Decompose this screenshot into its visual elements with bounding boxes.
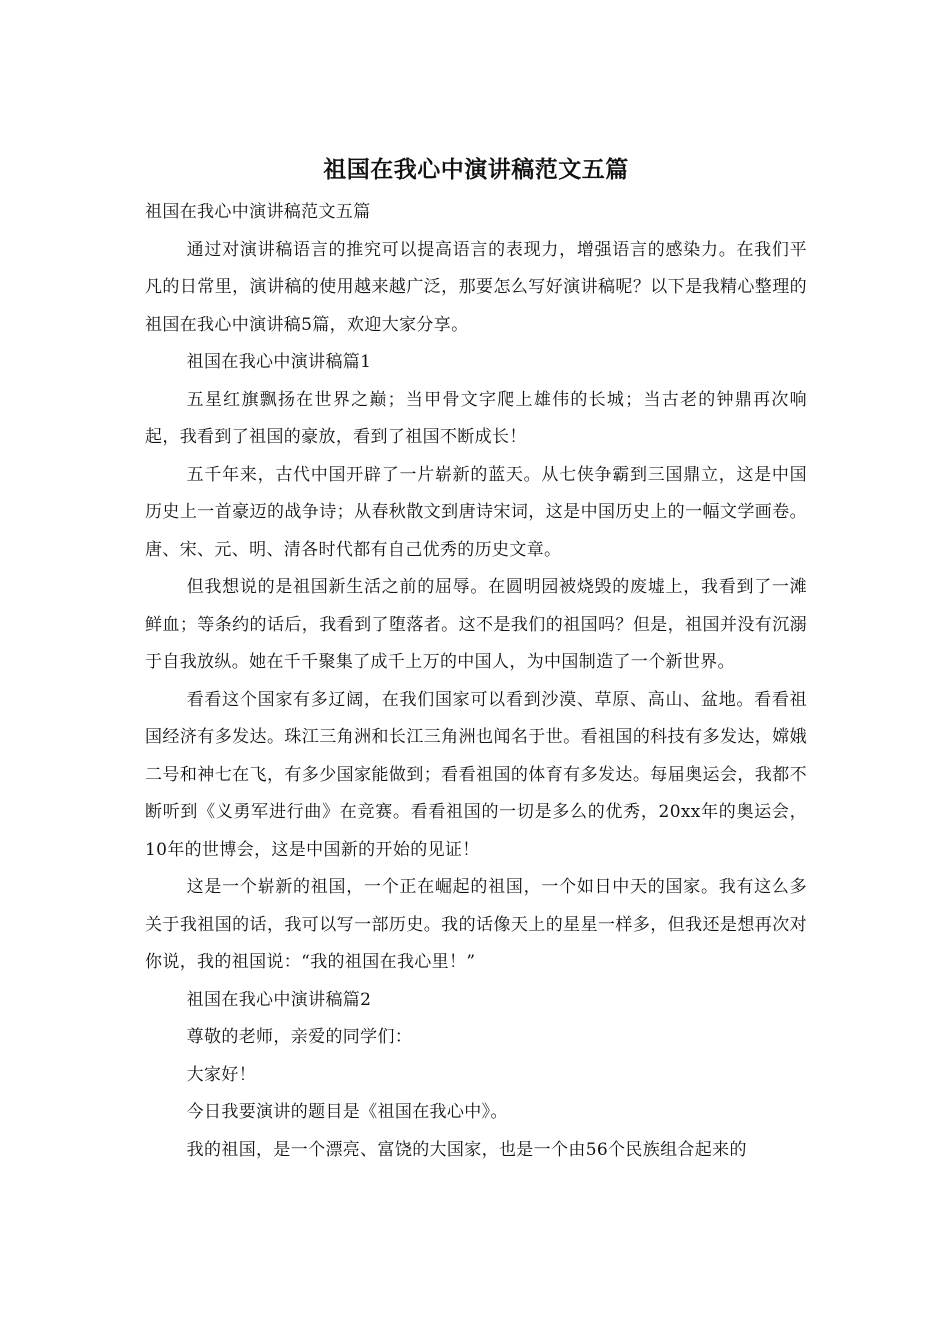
body-paragraph: 五千年来，古代中国开辟了一片崭新的蓝天。从七侠争霸到三国鼎立，这是中国历史上一首豪迈的战争诗；从春秋散文到唐诗宋词，这是中国历史上的一幅文学画卷。唐、宋、元、明、清各时代都有自己优秀的历史文章。 <box>145 464 807 560</box>
section-heading-1: 祖国在我心中演讲稿篇1 <box>186 352 372 372</box>
section-heading-2: 祖国在我心中演讲稿篇2 <box>186 989 372 1010</box>
body-paragraph: 看看这个国家有多辽阔，在我们国家可以看到沙漠、草原、高山、盆地。看看祖国经济有多发达。珠江三角洲和长江三角洲也闻名于世。看祖国的科技有多发达，嫦娥二号和神七在飞，有多少国家能做到；看看祖国的体育有多发达。每届奥运会，我都不断听到《义勇军进行曲》在竞赛。看看祖国的一切是多么的优秀，20xx年的奥运会，10年的世博会，这是中国新的开始的见证！ <box>145 689 807 860</box>
body-paragraph: 这是一个崭新的祖国，一个正在崛起的祖国，一个如日中天的国家。我有这么多关于我祖国的话，我可以写一部历史。我的话像天上的星星一样多，但我还是想再次对你说，我的祖国说：“我的祖国在我心里！” <box>145 877 807 972</box>
intro-paragraph: 通过对演讲稿语言的推究可以提高语言的表现力，增强语言的感染力。在我们平凡的日常里，演讲稿的使用越来越广泛，那要怎么写好演讲稿呢？以下是我精心整理的祖国在我心中演讲稿5篇，欢迎大家分享。 <box>145 239 807 335</box>
body-paragraph: 但我想说的是祖国新生活之前的屈辱。在圆明园被烧毁的废墟上，我看到了一滩鲜血；等条约的话后，我看到了堕落者。这不是我们的祖国吗？但是，祖国并没有沉溺于自我放纵。她在千千聚集了成千上万的中国人，为中国制造了一个新世界。 <box>145 577 807 672</box>
greeting: 大家好！ <box>186 1064 257 1085</box>
body-paragraph: 我的祖国，是一个漂亮、富饶的大国家，也是一个由56个民族组合起来的 <box>186 1139 747 1160</box>
salutation: 尊敬的老师，亲爱的同学们： <box>186 1027 413 1047</box>
document-page <box>145 150 807 1169</box>
document-title: 祖国在我心中演讲稿范文五篇 <box>323 156 629 183</box>
body-paragraph: 五星红旗飘扬在世界之巅；当甲骨文字爬上雄伟的长城；当古老的钟鼎再次响起，我看到了祖国的豪放，看到了祖国不断成长！ <box>145 389 807 447</box>
body-paragraph: 今日我要演讲的题目是《祖国在我心中》。 <box>186 1102 508 1122</box>
document-subtitle: 祖国在我心中演讲稿范文五篇 <box>145 202 371 222</box>
